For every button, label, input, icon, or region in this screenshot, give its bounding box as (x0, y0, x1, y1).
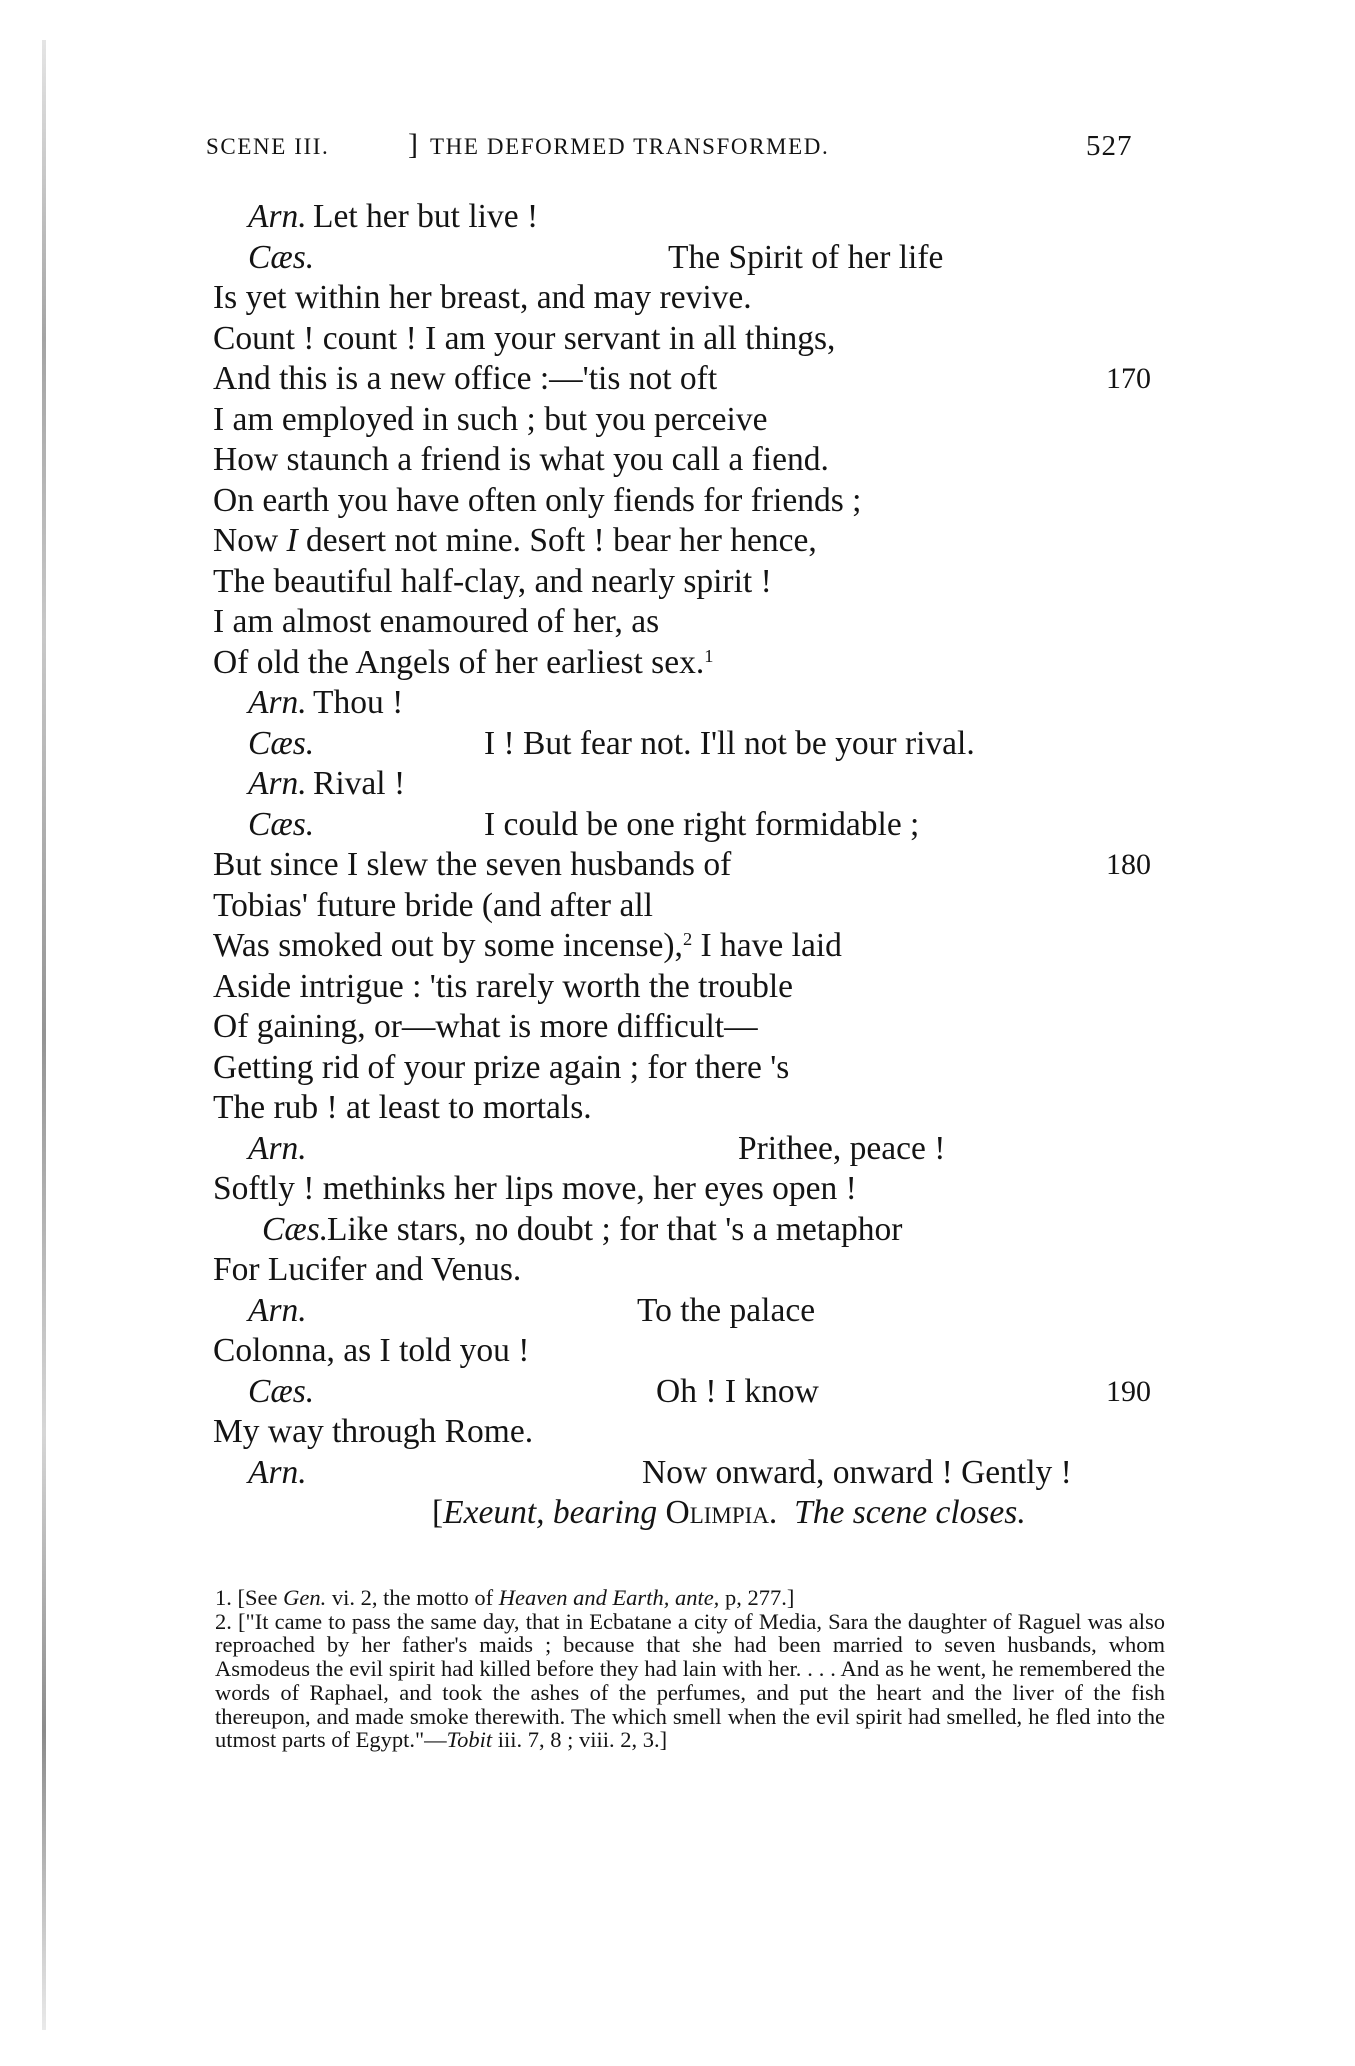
line-number: 180 (1106, 848, 1151, 881)
stage-character: Olimpia. (665, 1494, 778, 1531)
line-text: I have laid (692, 927, 842, 964)
speaker-name: Arn. (248, 198, 307, 235)
line-text: Colonna, as I told you ! (213, 1332, 530, 1369)
line-text: Thou ! (313, 684, 404, 721)
verse-line (0, 1130, 1355, 1171)
line-text: Of old the Angels of her earliest sex. (213, 643, 705, 681)
line-text: Is yet within her breast, and may revive. (213, 279, 752, 316)
verse-line (0, 603, 1355, 644)
footnote-marker: 2. (215, 1608, 232, 1634)
line-text: The Spirit of her life (668, 238, 944, 276)
speaker-name: Arn. (248, 684, 307, 721)
verse-line (0, 320, 1355, 361)
line-text: But since I slew the seven husbands of (213, 846, 732, 883)
footnote-work: Heaven and Earth, ante, (498, 1585, 720, 1610)
line-text: Oh ! I know (656, 1372, 819, 1410)
line-text: Softly ! methinks her lips move, her eyes open ! (213, 1170, 857, 1207)
verse-line (0, 927, 1355, 968)
line-text: And this is a new office :—'tis not oft (213, 360, 718, 397)
emphasis-text: I (286, 522, 298, 559)
footnote-text: ["It came to pass the same day, that in Ecbatane a city of Media, Sara the daughter of Raguel was also reproached by her father's maids ; because that she had been married to seven husbands, whom Asmodeus the evil spirit had killed before they had lain with her. . . . And as he went, he remembered the words of Raphael, and took the ashes of the perfumes, and put the heart and the liver of the fish thereupon, and made smoke therewith. The which smell when the evil spirit had smelled, he fled into the utmost parts of Egypt."— (215, 1608, 1166, 1753)
verse-line (0, 279, 1355, 320)
verse-line (0, 239, 1355, 280)
line-text: Getting rid of your prize again ; for there 's (213, 1048, 790, 1086)
verse-line (0, 684, 1355, 725)
verse-line (0, 1454, 1355, 1495)
line-text: Tobias' future bride (and after all (213, 886, 653, 924)
header-scene: SCENE III. (206, 134, 330, 159)
line-text: Like stars, no doubt ; for that 's a metaphor (327, 1210, 903, 1248)
verse-line (0, 846, 1355, 887)
line-text: I am almost enamoured of her, as (213, 603, 660, 640)
line-text: Prithee, peace ! (738, 1129, 946, 1167)
verse-line (0, 1008, 1355, 1049)
stage-bearing: bearing (552, 1494, 658, 1531)
verse-line (0, 1049, 1355, 1090)
verse-line (0, 644, 1355, 685)
stage-closes: The scene closes. (794, 1494, 1026, 1531)
footnote-1 (215, 1586, 1165, 1610)
verse-line (0, 401, 1355, 442)
verse-line (0, 1170, 1355, 1211)
verse-line (0, 1332, 1355, 1373)
footnote-ref: 2 (682, 928, 693, 949)
line-text: Now (213, 522, 287, 559)
line-text: Let her but live ! (313, 198, 539, 235)
line-text: I ! But fear not. I'll not be your rival. (484, 724, 975, 762)
line-text: Aside intrigue : 'tis rarely worth the trouble (213, 967, 794, 1005)
verse-line (0, 765, 1355, 806)
verse-line (0, 1251, 1355, 1292)
verse-line (0, 563, 1355, 604)
stage-exeunt: Exeunt, (443, 1494, 545, 1531)
line-number: 170 (1106, 362, 1151, 395)
verse-line (0, 887, 1355, 928)
verse-line (0, 725, 1355, 766)
speaker-name: Cæs. (248, 805, 315, 843)
verse-line (0, 198, 1355, 239)
footnote-source: Tobit (446, 1727, 493, 1753)
footnote-text: [See (237, 1585, 284, 1610)
verse-line (0, 441, 1355, 482)
verse-line (0, 1373, 1355, 1414)
speaker-name: Arn. (248, 1291, 307, 1329)
verse-line (0, 968, 1355, 1009)
header-bracket: ] (408, 128, 418, 161)
footnote-2 (215, 1610, 1165, 1752)
speaker-name: Cæs. (248, 724, 315, 762)
stage-direction (0, 1494, 1355, 1535)
line-text: How staunch a friend is what you call a fiend. (213, 441, 829, 478)
line-text: For Lucifer and Venus. (213, 1251, 522, 1288)
verse-line (0, 1089, 1355, 1130)
line-text: I am employed in such ; but you perceive (213, 400, 768, 438)
verse-line (0, 522, 1355, 563)
footnote-text: vi. 2, the motto of (326, 1585, 499, 1610)
line-text: To the palace (637, 1291, 816, 1329)
line-text: The rub ! at least to mortals. (213, 1089, 592, 1126)
running-header (206, 128, 1166, 168)
speaker-name: Cæs. (248, 1372, 315, 1410)
speaker-name: Cæs. (262, 1210, 329, 1248)
line-text: Was smoked out by some incense), (213, 927, 683, 964)
line-text: Now onward, onward ! Gently ! (642, 1453, 1072, 1491)
footnotes (215, 1586, 1165, 1752)
verse-block (0, 198, 1355, 1535)
page-number: 527 (1086, 130, 1133, 162)
verse-line (0, 360, 1355, 401)
line-number: 190 (1106, 1374, 1151, 1408)
verse-line (0, 1211, 1355, 1252)
header-title: THE DEFORMED TRANSFORMED. (430, 134, 830, 159)
verse-line (0, 482, 1355, 523)
line-text: My way through Rome. (213, 1413, 534, 1450)
footnote-work: Gen. (283, 1585, 327, 1610)
line-text: Count ! count ! I am your servant in all things, (213, 319, 836, 357)
stage-bracket: [ (432, 1494, 444, 1531)
footnote-marker: 1. (215, 1585, 232, 1610)
speaker-name: Arn. (248, 765, 307, 802)
speaker-name: Arn. (248, 1129, 307, 1167)
verse-line (0, 806, 1355, 847)
line-text: Of gaining, or—what is more difficult— (213, 1008, 758, 1045)
footnote-ref: 1 (704, 645, 714, 666)
verse-line (0, 1292, 1355, 1333)
line-text: On earth you have often only fiends for friends ; (213, 481, 862, 519)
line-text: The beautiful half-clay, and nearly spirit ! (213, 562, 772, 600)
speaker-name: Cæs. (248, 238, 315, 276)
line-text: Rival ! (313, 765, 406, 802)
footnote-citation: iii. 7, 8 ; viii. 2, 3.] (497, 1727, 668, 1753)
speaker-name: Arn. (248, 1453, 307, 1491)
line-text: I could be one right formidable ; (484, 805, 920, 843)
footnote-text: p, 277.] (719, 1585, 795, 1610)
verse-line (0, 1413, 1355, 1454)
line-text: desert not mine. Soft ! bear her hence, (297, 522, 817, 559)
